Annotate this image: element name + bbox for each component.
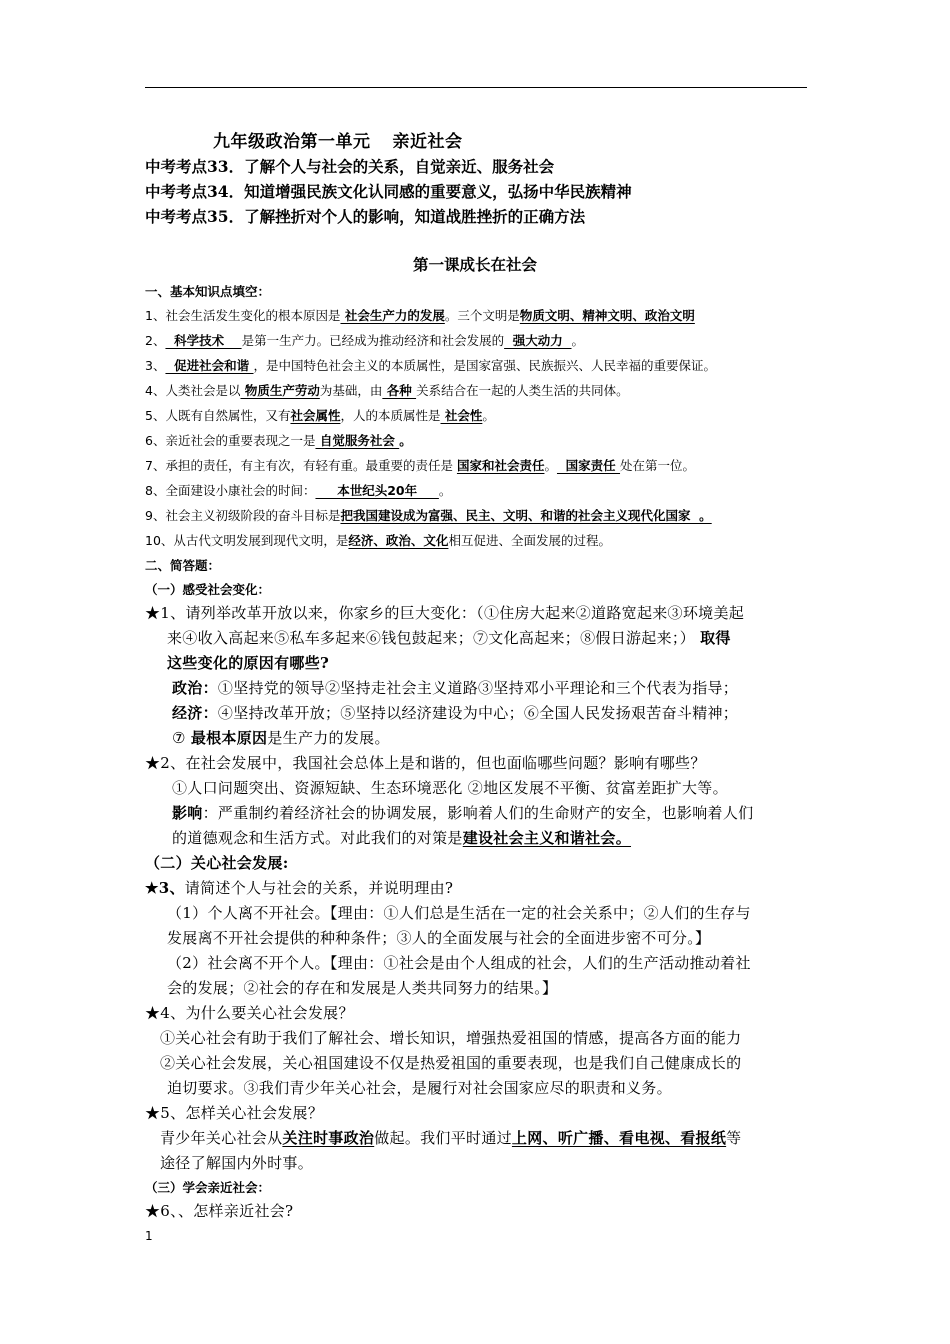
fill-item-10: 10、从古代文明发展到现代文明，是经济、政治、文化相互促进、全面发展的过程。 [145,533,611,548]
q1-line-1: ★1、请列举改革开放以来，你家乡的巨大变化：（①住房大起来②道路宽起来③环境美起 [145,604,745,622]
q4-line-3: ②关心社会发展，关心祖国建设不仅是热爱祖国的重要表现，也是我们自己健康成长的 [160,1054,742,1072]
q2-countermeasure: 的道德观念和生活方式。对此我们的对策是建设社会主义和谐社会。 [172,829,632,847]
fill-item-9: 9、社会主义初级阶段的奋斗目标是把我国建设成为富强、民主、文明、和谐的社会主义现代化国家 。 [145,508,712,523]
q1-political: 政治：①坚持党的领导②坚持走社会主义道路③坚持邓小平理论和三个代表为指导； [172,679,739,697]
q4-line-4: 迫切要求。③我们青少年关心社会，是履行对社会国家应尽的职责和义务。 [167,1079,672,1097]
fill-item-1: 1、社会生活发生变化的根本原因是 社会生产力的发展。三个文明是物质文明、精神文明、政治文明 [145,308,695,323]
fill-item-3: 3、 促进社会和谐 ，是中国特色社会主义的本质属性，是国家富强、民族振兴、人民幸福的重要保证。 [145,358,717,373]
exam-point-35: 中考考点35．了解挫折对个人的影响，知道战胜挫折的正确方法 [145,207,586,226]
unit-title: 九年级政治第一单元 亲近社会 [213,132,463,152]
fill-item-8: 8、全面建设小康社会的时间： 本世纪头20年 。 [145,483,452,498]
q3-line-4: （2）社会离不开个人。【理由：①社会是由个人组成的社会，人们的生产活动推动着社 [167,954,751,972]
fill-item-2: 2、 科学技术 是第一生产力。已经成为推动经济和社会发展的 强大动力 。 [145,333,585,348]
q6-line-1: ★6、、怎样亲近社会? [145,1202,294,1220]
short-answer-heading: 二、简答题： [145,558,221,573]
q2-impact: 影响：严重制约着经济社会的协调发展，影响着人们的生命财产的安全，也影响着人们 [172,804,754,822]
q3-line-5: 会的发展；②社会的存在和发展是人类共同努力的结果。】 [167,979,558,997]
fill-item-4: 4、人类社会是以 物质生产劳动为基础，由 各种 关系结合在一起的人类生活的共同体。 [145,383,629,398]
header-rule [145,87,807,88]
fill-item-6: 6、亲近社会的重要表现之一是 自觉服务社会 。 [145,433,412,448]
q3-line-3: 发展离不开社会提供的种种条件；③人的全面发展与社会的全面进步密不可分。】 [167,929,711,947]
q3-line-1: ★3、请简述个人与社会的关系，并说明理由? [145,879,454,897]
exam-point-33: 中考考点33．了解个人与社会的关系，自觉亲近、服务社会 [145,157,555,176]
q4-line-2: ①关心社会有助于我们了解社会、增长知识，增强热爱祖国的情感，提高各方面的能力 [160,1029,742,1047]
section-3-heading: （三）学会亲近社会： [145,1180,271,1195]
q1-line-2: 来④收入高起来⑤私车多起来⑥钱包鼓起来；⑦文化高起来；⑧假日游起来；） 取得 [167,629,731,647]
exam-point-34: 中考考点34．知道增强民族文化认同感的重要意义，弘扬中华民族精神 [145,182,632,201]
q4-line-1: ★4、为什么要关心社会发展？ [145,1004,354,1022]
fill-heading: 一、基本知识点填空： [145,284,271,299]
q1-question: 这些变化的原因有哪些? [167,654,330,672]
q5-line-2: 青少年关心社会从关注时事政治做起。我们平时通过上网、听广播、看电视、看报纸等 [160,1129,742,1147]
q1-economic: 经济：④坚持改革开放；⑤坚持以经济建设为中心；⑥全国人民发扬艰苦奋斗精神； [172,704,739,722]
q3-line-2: （1）个人离不开社会。【理由：①人们总是生活在一定的社会关系中；②人们的生存与 [167,904,751,922]
q5-line-3: 途径了解国内外时事。 [160,1154,314,1172]
q1-root-cause: ⑦ 最根本原因是生产力的发展。 [172,729,390,747]
q5-line-1: ★5、怎样关心社会发展？ [145,1104,324,1122]
q2-problems: ①人口问题突出、资源短缺、生态环境恶化 ②地区发展不平衡、贫富差距扩大等。 [172,779,728,797]
fill-item-5: 5、人既有自然属性，又有社会属性，人的本质属性是 社会性。 [145,408,495,423]
q2-line-1: ★2、在社会发展中，我国社会总体上是和谐的，但也面临哪些问题？影响有哪些？ [145,754,706,772]
page-number: 1 [145,1229,153,1243]
section-1-heading: （一）感受社会变化： [145,582,271,597]
fill-item-7: 7、承担的责任，有主有次，有轻有重。最重要的责任是 国家和社会责任。 国家责任 处在第一位。 [145,458,696,473]
lesson-title: 第一课成长在社会 [412,255,537,274]
section-2-heading: （二）关心社会发展: [145,854,289,872]
